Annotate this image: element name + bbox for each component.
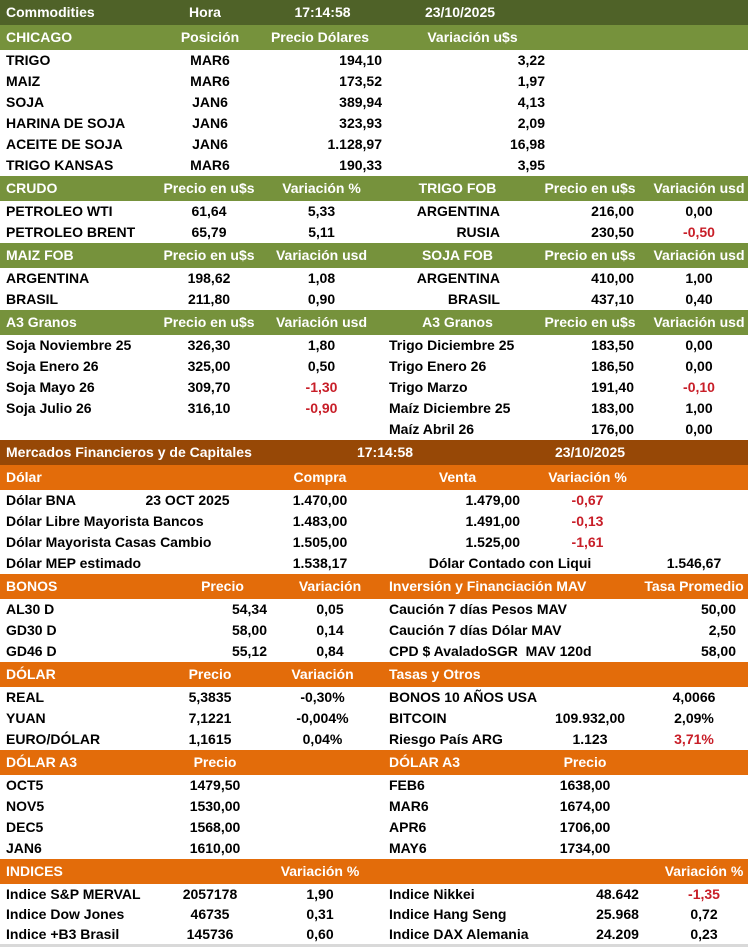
cell: [695, 817, 748, 838]
section-crudo-trigofob: [0, 176, 748, 243]
section-a3-granos: [0, 310, 748, 440]
table-row: [0, 335, 748, 356]
table-row: [0, 599, 748, 620]
table-row: [0, 775, 748, 796]
column-header: MAIZ FOB: [6, 247, 74, 263]
report-title: Commodities: [6, 4, 95, 20]
cell: 48.642: [596, 886, 639, 902]
cell: Indice Dow Jones: [6, 906, 125, 922]
table-row: [0, 687, 748, 708]
column-header: Variación usd: [653, 180, 745, 196]
column-header: A3 Granos: [6, 314, 77, 330]
cell: 1.123: [572, 731, 608, 747]
column-header: [695, 750, 748, 775]
cell: GD30 D: [6, 622, 57, 638]
cell: 1.525,00: [465, 534, 520, 550]
column-header: [555, 25, 748, 50]
cell: [260, 796, 385, 817]
cell: REAL: [6, 689, 45, 705]
column-header: A3 Granos: [422, 314, 493, 330]
cell: Dólar MEP estimado: [6, 555, 142, 571]
negative-value-cell: -1,30: [305, 379, 338, 395]
table-row: [0, 377, 748, 398]
column-header: Variación %: [548, 469, 627, 485]
cell: [555, 113, 748, 134]
negative-value-cell: -0,10: [683, 379, 715, 395]
cell: Dólar Libre Mayorista Bancos: [6, 513, 204, 529]
column-header-row: [0, 859, 748, 884]
cell: HARINA DE SOJA: [6, 115, 126, 131]
table-row: [0, 729, 748, 750]
cell: 0,72: [690, 906, 718, 922]
column-header-row: [0, 243, 748, 268]
cell: 1530,00: [189, 798, 241, 814]
column-header-row: [0, 574, 748, 599]
column-header: Variación usd: [275, 247, 368, 263]
table-row: [0, 222, 748, 243]
cell: Soja Julio 26: [6, 400, 92, 416]
cell: NOV5: [6, 798, 45, 814]
column-header: CRUDO: [6, 180, 58, 196]
cell: 61,64: [191, 203, 227, 219]
column-header: Variación %: [664, 863, 744, 879]
column-header-row: [0, 465, 748, 490]
cell: 183,00: [591, 400, 634, 416]
cell: [260, 817, 385, 838]
table-row: [0, 71, 748, 92]
column-header: [385, 859, 575, 884]
commodities-title-bar: [0, 0, 748, 25]
cell: 211,80: [187, 291, 231, 307]
table-row: [0, 289, 748, 310]
cell: 23 OCT 2025: [145, 492, 230, 508]
cell: Maíz Abril 26: [389, 421, 475, 437]
cell: 0,00: [685, 358, 713, 374]
cell: 58,00: [231, 622, 267, 638]
table-row: [0, 268, 748, 289]
table-row: [0, 113, 748, 134]
cell: Trigo Diciembre 25: [389, 337, 515, 353]
table-row: [0, 817, 748, 838]
column-header: Variación: [298, 578, 362, 594]
column-header: Variación %: [282, 180, 361, 196]
cell: 5,33: [307, 203, 336, 219]
cell: 3,95: [517, 157, 545, 173]
cell: 1.538,17: [292, 555, 348, 571]
cell: [555, 71, 748, 92]
table-row: [0, 620, 748, 641]
cell: GD46 D: [6, 643, 57, 659]
hora-label: Hora: [189, 4, 221, 20]
column-header: TRIGO FOB: [418, 180, 497, 196]
cell: MAR6: [190, 52, 230, 68]
cell: [695, 775, 748, 796]
cell: YUAN: [6, 710, 46, 726]
spacer: [710, 440, 748, 465]
cell: [540, 687, 640, 708]
cell: Trigo Marzo: [389, 379, 468, 395]
column-header: Precio: [193, 754, 237, 770]
cell: 0,00: [685, 203, 713, 219]
cell: MAIZ: [6, 73, 41, 89]
cell: Caución 7 días Pesos MAV: [389, 601, 567, 617]
column-header: DÓLAR A3: [389, 754, 461, 770]
cell: 0,00: [685, 421, 713, 437]
report-time: 17:14:58: [294, 4, 351, 20]
cell: 230,50: [591, 224, 634, 240]
cell: -0,30%: [300, 689, 345, 705]
cell: 1,00: [685, 270, 713, 286]
table-row: [0, 419, 748, 440]
column-header: Variación %: [280, 863, 360, 879]
cell: PETROLEO WTI: [6, 203, 113, 219]
cell: Indice DAX Alemania: [389, 926, 529, 942]
column-header: Precio: [563, 754, 607, 770]
column-header: Variación u$s: [427, 29, 518, 45]
cell: 25.968: [596, 906, 639, 922]
cell: 1638,00: [559, 777, 611, 793]
mercados-title-bar: [0, 440, 748, 465]
cell: 1,1615: [188, 731, 232, 747]
cell: 4,13: [517, 94, 545, 110]
table-row: [0, 708, 748, 729]
cell: DEC5: [6, 819, 44, 835]
negative-value-cell: -1,35: [688, 886, 720, 902]
cell: 437,10: [591, 291, 634, 307]
cell: 0,04%: [302, 731, 343, 747]
table-row: [0, 134, 748, 155]
cell: 0,84: [316, 643, 344, 659]
cell: 0,14: [316, 622, 344, 638]
column-header: Variación: [291, 666, 354, 682]
mercados-time: 17:14:58: [356, 444, 414, 460]
cell: MAR6: [389, 798, 429, 814]
cell: 1.546,67: [666, 555, 722, 571]
cell: 191,40: [591, 379, 634, 395]
column-header: Precio en u$s: [163, 314, 255, 330]
cell: 323,93: [339, 115, 382, 131]
spacer: [545, 0, 748, 25]
cell: Dólar Mayorista Casas Cambio: [6, 534, 212, 550]
mercados-date: 23/10/2025: [554, 444, 626, 460]
cell: BONOS 10 AÑOS USA: [389, 689, 538, 705]
cell: 2057178: [182, 886, 238, 902]
cell: 316,10: [187, 400, 231, 416]
cell: Indice Nikkei: [389, 886, 475, 902]
cell: [640, 532, 748, 553]
column-header: Precio: [188, 666, 232, 682]
cell: 1734,00: [559, 840, 611, 856]
table-row: [0, 92, 748, 113]
cell: 1,97: [517, 73, 545, 89]
column-header: BONOS: [6, 578, 58, 594]
column-header-row: [0, 176, 748, 201]
cell: BRASIL: [6, 291, 59, 307]
cell: 0,23: [690, 926, 718, 942]
cell: [260, 838, 385, 859]
cell: 173,52: [339, 73, 382, 89]
column-header-row: [0, 750, 748, 775]
column-header: Compra: [293, 469, 347, 485]
section-maizfob-sojafob: [0, 243, 748, 310]
column-header: Precio en u$s: [163, 180, 255, 196]
negative-value-cell: 3,71%: [674, 731, 714, 747]
column-header: Inversión y Financiación MAV: [389, 578, 587, 594]
cell: 1.483,00: [292, 513, 348, 529]
cell: TRIGO: [6, 52, 51, 68]
cell: ACEITE DE SOJA: [6, 136, 123, 152]
cell: 0,31: [306, 906, 334, 922]
cell: [0, 419, 160, 440]
column-header: DÓLAR A3: [6, 754, 78, 770]
cell: 1.479,00: [465, 492, 520, 508]
report-date: 23/10/2025: [424, 4, 496, 20]
cell: 1568,00: [189, 819, 241, 835]
cell: [640, 511, 748, 532]
table-row: [0, 356, 748, 377]
cell: MAY6: [389, 840, 427, 856]
cell: JAN6: [192, 115, 228, 131]
cell: 325,00: [187, 358, 231, 374]
cell: 46735: [190, 906, 230, 922]
cell: 410,00: [591, 270, 634, 286]
cell: OCT5: [6, 777, 44, 793]
column-header: Precio en u$s: [544, 180, 636, 196]
section-dolar-tasas: [0, 662, 748, 750]
section-dolar-a3-futuros: [0, 750, 748, 859]
cell: 5,11: [308, 224, 335, 240]
table-row: [0, 155, 748, 176]
negative-value-cell: -1,61: [571, 534, 604, 550]
column-header: [115, 465, 260, 490]
section-chicago: [0, 25, 748, 176]
cell: 7,1221: [188, 710, 232, 726]
cell: 190,33: [339, 157, 382, 173]
cell: Trigo Enero 26: [389, 358, 487, 374]
section-dolar: [0, 465, 748, 553]
table-row: [0, 201, 748, 222]
column-header: Precio Dólares: [270, 29, 370, 45]
cell: 24.209: [596, 926, 639, 942]
cell: SOJA: [6, 94, 45, 110]
table-row: [0, 511, 748, 532]
cell: 1,08: [307, 270, 336, 286]
cell: TRIGO KANSAS: [6, 157, 114, 173]
cell: FEB6: [389, 777, 425, 793]
cell: CPD $ AvaladoSGR MAV 120d: [389, 643, 592, 659]
column-header: DÓLAR: [6, 666, 56, 682]
column-header: [165, 859, 255, 884]
cell: -0,004%: [296, 710, 349, 726]
column-header: CHICAGO: [6, 29, 73, 45]
cell: Soja Enero 26: [6, 358, 99, 374]
column-header: [640, 465, 748, 490]
cell: [695, 796, 748, 817]
column-header: Precio en u$s: [544, 247, 636, 263]
negative-value-cell: -0,90: [305, 400, 338, 416]
cell: 0,60: [306, 926, 334, 942]
mercados-title: Mercados Financieros y de Capitales: [6, 444, 252, 460]
cell: 1.505,00: [292, 534, 348, 550]
cell: MAR6: [190, 73, 230, 89]
column-header: INDICES: [6, 863, 63, 879]
table-row: [0, 641, 748, 662]
section-indices: [0, 859, 748, 944]
table-row: [0, 904, 748, 924]
cell: Indice +B3 Brasil: [6, 926, 120, 942]
cell: Dólar Contado con Liqui: [428, 555, 592, 571]
cell: [695, 838, 748, 859]
column-header: [640, 662, 748, 687]
cell: Maíz Diciembre 25: [389, 400, 511, 416]
cell: BITCOIN: [389, 710, 447, 726]
column-header-row: [0, 310, 748, 335]
table-row: [0, 490, 748, 511]
cell: APR6: [389, 819, 427, 835]
cell: [555, 50, 748, 71]
cell: 1,90: [306, 886, 334, 902]
cell: 0,00: [685, 337, 713, 353]
cell: JAN6: [192, 136, 228, 152]
table-row: [0, 924, 748, 944]
cell: 194,10: [339, 52, 382, 68]
table-row: [0, 532, 748, 553]
column-header: Precio en u$s: [544, 314, 636, 330]
cell: 216,00: [591, 203, 634, 219]
cell: JAN6: [192, 94, 228, 110]
cell: EURO/DÓLAR: [6, 731, 101, 747]
cell: 389,94: [339, 94, 382, 110]
cell: ARGENTINA: [416, 203, 500, 219]
cell: Caución 7 días Dólar MAV: [389, 622, 562, 638]
cell: 109.932,00: [554, 710, 626, 726]
table-row: [0, 50, 748, 71]
column-header-row: [0, 662, 748, 687]
cell: 5,3835: [188, 689, 232, 705]
cell: 54,34: [231, 601, 267, 617]
cell: AL30 D: [6, 601, 55, 617]
cell: 1674,00: [559, 798, 611, 814]
cell: 145736: [186, 926, 234, 942]
column-header: [540, 662, 640, 687]
cell: Soja Noviembre 25: [6, 337, 132, 353]
cell: Soja Mayo 26: [6, 379, 95, 395]
column-header: Venta: [438, 469, 477, 485]
cell: [555, 134, 748, 155]
column-header: [260, 750, 385, 775]
table-row: [0, 838, 748, 859]
cell: 309,70: [187, 379, 231, 395]
cell: 1.470,00: [292, 492, 348, 508]
cell: 3,22: [517, 52, 545, 68]
cell: ARGENTINA: [416, 270, 500, 286]
cell: 1706,00: [559, 819, 611, 835]
section-bonos-mav: [0, 574, 748, 662]
cell: [115, 511, 260, 532]
column-header: Precio: [201, 578, 244, 594]
cell: RUSIA: [456, 224, 500, 240]
cell: 1610,00: [189, 840, 241, 856]
negative-value-cell: -0,13: [571, 513, 604, 529]
cell: 0,05: [316, 601, 344, 617]
table-row: [0, 884, 748, 904]
cell: MAR6: [190, 157, 230, 173]
cell: 2,09%: [674, 710, 714, 726]
column-header: Precio en u$s: [163, 247, 255, 263]
cell: [555, 155, 748, 176]
column-header-row: [0, 25, 748, 50]
cell: [160, 419, 258, 440]
cell: 55,12: [231, 643, 267, 659]
column-header: Dólar: [6, 469, 42, 485]
cell: 2,50: [708, 622, 736, 638]
cell: 326,30: [187, 337, 231, 353]
column-header: Posición: [180, 29, 240, 45]
cell: 1,80: [307, 337, 336, 353]
table-row: [0, 398, 748, 419]
cell: 50,00: [700, 601, 736, 617]
cell: PETROLEO BRENT: [6, 224, 136, 240]
cell: 0,40: [685, 291, 713, 307]
column-header: Tasa Promedio: [644, 578, 744, 594]
cell: 183,50: [591, 337, 634, 353]
cell: Indice Hang Seng: [389, 906, 507, 922]
cell: 1.128,97: [327, 136, 382, 152]
negative-value-cell: -0,67: [571, 492, 604, 508]
cell: Indice S&P MERVAL: [6, 886, 141, 902]
cell: [260, 775, 385, 796]
cell: 4,0066: [672, 689, 716, 705]
cell: [640, 490, 748, 511]
cell: 2,09: [517, 115, 545, 131]
cell: JAN6: [6, 840, 42, 856]
cell: 0,50: [307, 358, 336, 374]
column-header: Tasas y Otros: [389, 666, 481, 682]
negative-value-cell: -0,50: [683, 224, 715, 240]
cell: [115, 532, 260, 553]
column-header: [575, 859, 660, 884]
cell: BRASIL: [447, 291, 500, 307]
cell: 1.491,00: [465, 513, 520, 529]
column-header: Variación usd: [275, 314, 368, 330]
cell: 176,00: [591, 421, 634, 437]
cell: 65,79: [191, 224, 227, 240]
cell: Riesgo País ARG: [389, 731, 503, 747]
cell: 16,98: [509, 136, 545, 152]
cell: 198,62: [187, 270, 231, 286]
cell: 186,50: [591, 358, 634, 374]
cell: 58,00: [700, 643, 736, 659]
cell: ARGENTINA: [6, 270, 90, 286]
cell: 1,00: [685, 400, 713, 416]
cell: [555, 92, 748, 113]
column-header: Variación usd: [653, 247, 745, 263]
column-header: Variación usd: [653, 314, 745, 330]
cell: Dólar BNA: [6, 492, 77, 508]
table-row: [0, 796, 748, 817]
table-row: [0, 553, 748, 574]
cell: [258, 419, 385, 440]
column-header: SOJA FOB: [421, 247, 494, 263]
cell: 1479,50: [189, 777, 241, 793]
cell: 0,90: [307, 291, 336, 307]
